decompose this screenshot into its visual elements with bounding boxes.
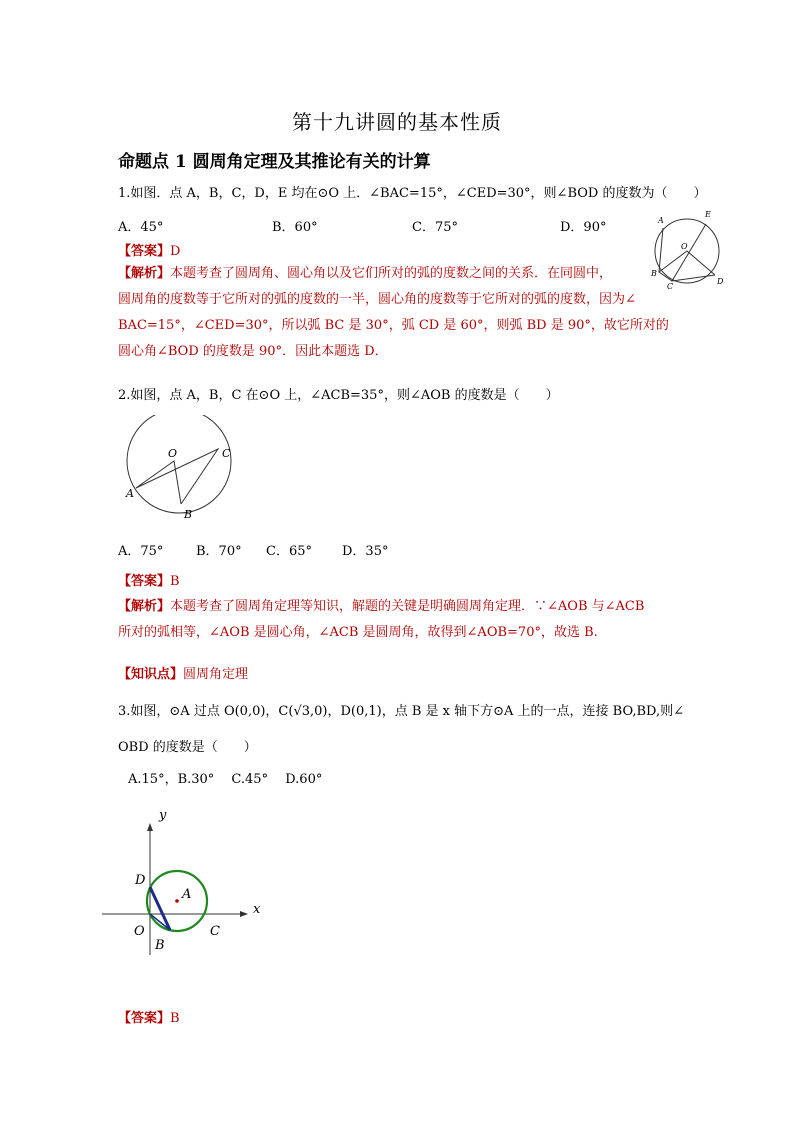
q2-analysis-line: 所对的弧相等，∠AOB 是圆心角，∠ACB 是圆周角，故得到∠AOB=70°，故选 B. [118,625,598,640]
q2-option-c: C．65° [266,544,312,559]
q1-label-c: C [667,282,674,290]
q1-label-o: O [681,242,688,251]
q2-knowledge-tag: 【知识点】 [118,667,184,682]
q2-stem: 2.如图，点 A，B，C 在⊙O 上，∠ACB=35°，则∠AOB 的度数是（ ） [118,388,559,403]
q3-label-x: x [253,902,261,917]
q3-label-c: C [210,924,220,939]
q2-knowledge-value: 圆周角定理 [183,667,249,682]
q3-stem-line2: OBD 的度数是（ ） [118,740,257,755]
q2-label-o: O [168,447,178,460]
q2-figure [118,415,248,525]
q3-label-a: A [182,887,192,902]
q3-segment-bd [150,887,170,930]
q2-analysis-tag: 【解析】 [118,599,171,614]
q1-options [118,216,606,235]
q1-option-a: A．45° [118,220,164,235]
q1-analysis-tag: 【解析】 [118,266,171,281]
q3-answer-value: B [170,1011,180,1026]
q2-label-c: C [222,447,231,460]
q1-figure [645,205,730,290]
q2-knowledge [118,663,248,682]
q1-figure-central-angle [659,251,715,275]
q2-answer-value: B [170,574,180,589]
q1-label-d: D [717,277,724,286]
q1-analysis-line: 圆周角的度数等于它所对的弧的度数的一半，圆心角的度数等于它所对的弧的度数，因为∠ [118,292,636,307]
q3-label-b: B [155,938,165,953]
q2-analysis-line: 本题考查了圆周角定理等知识，解题的关键是明确圆周角定理．∵∠AOB 与∠ACB [170,599,645,614]
q2-option-d: D．35° [342,544,389,559]
q3-center-point [175,899,179,903]
q1-figure-chord-ecd [672,224,715,281]
q2-figure-central-angle [136,461,181,504]
q1-analysis-line: BAC=15°，∠CED=30°，所以弧 BC 是 30°，弧 CD 是 60°，则弧 BD 是 90°，故它所对的 [118,318,669,333]
q2-figure-circle [127,415,231,513]
q3-label-d: D [135,873,146,888]
q1-stem: 1.如图．点 A，B，C，D，E 均在⊙O 上．∠BAC=15°，∠CED=30°，则∠BOD 的度数为（ ） [118,186,707,201]
section-title: 命题点 1 圆周角定理及其推论有关的计算 [118,152,431,172]
q1-option-c: C．75° [412,220,458,235]
q2-analysis [118,594,678,646]
q2-answer-tag: 【答案】 [118,574,171,589]
q3-figure [98,805,273,970]
q1-label-b: B [651,269,657,278]
q1-analysis [118,261,678,365]
q1-analysis-line: 圆心角∠BOD 的度数是 90°．因此本题选 D． [118,344,388,359]
q2-options [118,540,388,559]
q1-option-b: B．60° [272,220,318,235]
q3-options: A.15°，B.30° C.45° D.60° [128,772,323,787]
q2-answer [118,570,180,589]
q3-x-axis-arrow [240,911,248,917]
q3-stem-line1: 3.如图，⊙A 过点 O(0,0)，C(√3,0)，D(0,1)，点 B 是 x 轴下方⊙A 上的一点，连接 BO,BD,则∠ [118,704,685,719]
q2-label-a: A [126,487,134,500]
q3-y-axis-arrow [147,823,153,831]
q1-answer-tag: 【答案】 [118,244,171,259]
q1-answer-value: D [170,244,181,259]
q2-label-b: B [184,508,193,521]
q3-label-o: O [134,924,145,939]
page-title: 第十九讲圆的基本性质 [292,110,502,134]
q1-answer [118,240,180,259]
q3-answer [118,1007,180,1026]
q2-option-a: A．75° [118,544,164,559]
q1-analysis-line: 本题考查了圆周角、圆心角以及它们所对的弧的度数之间的关系．在同圆中， [170,266,613,281]
q1-option-d: D．90° [560,220,607,235]
q2-option-b: B．70° [196,544,242,559]
q1-label-e: E [705,210,711,219]
q3-label-y: y [159,808,167,823]
q1-figure-chord-abc [659,228,672,281]
q1-label-a: A [658,216,664,225]
q3-answer-tag: 【答案】 [118,1011,171,1026]
